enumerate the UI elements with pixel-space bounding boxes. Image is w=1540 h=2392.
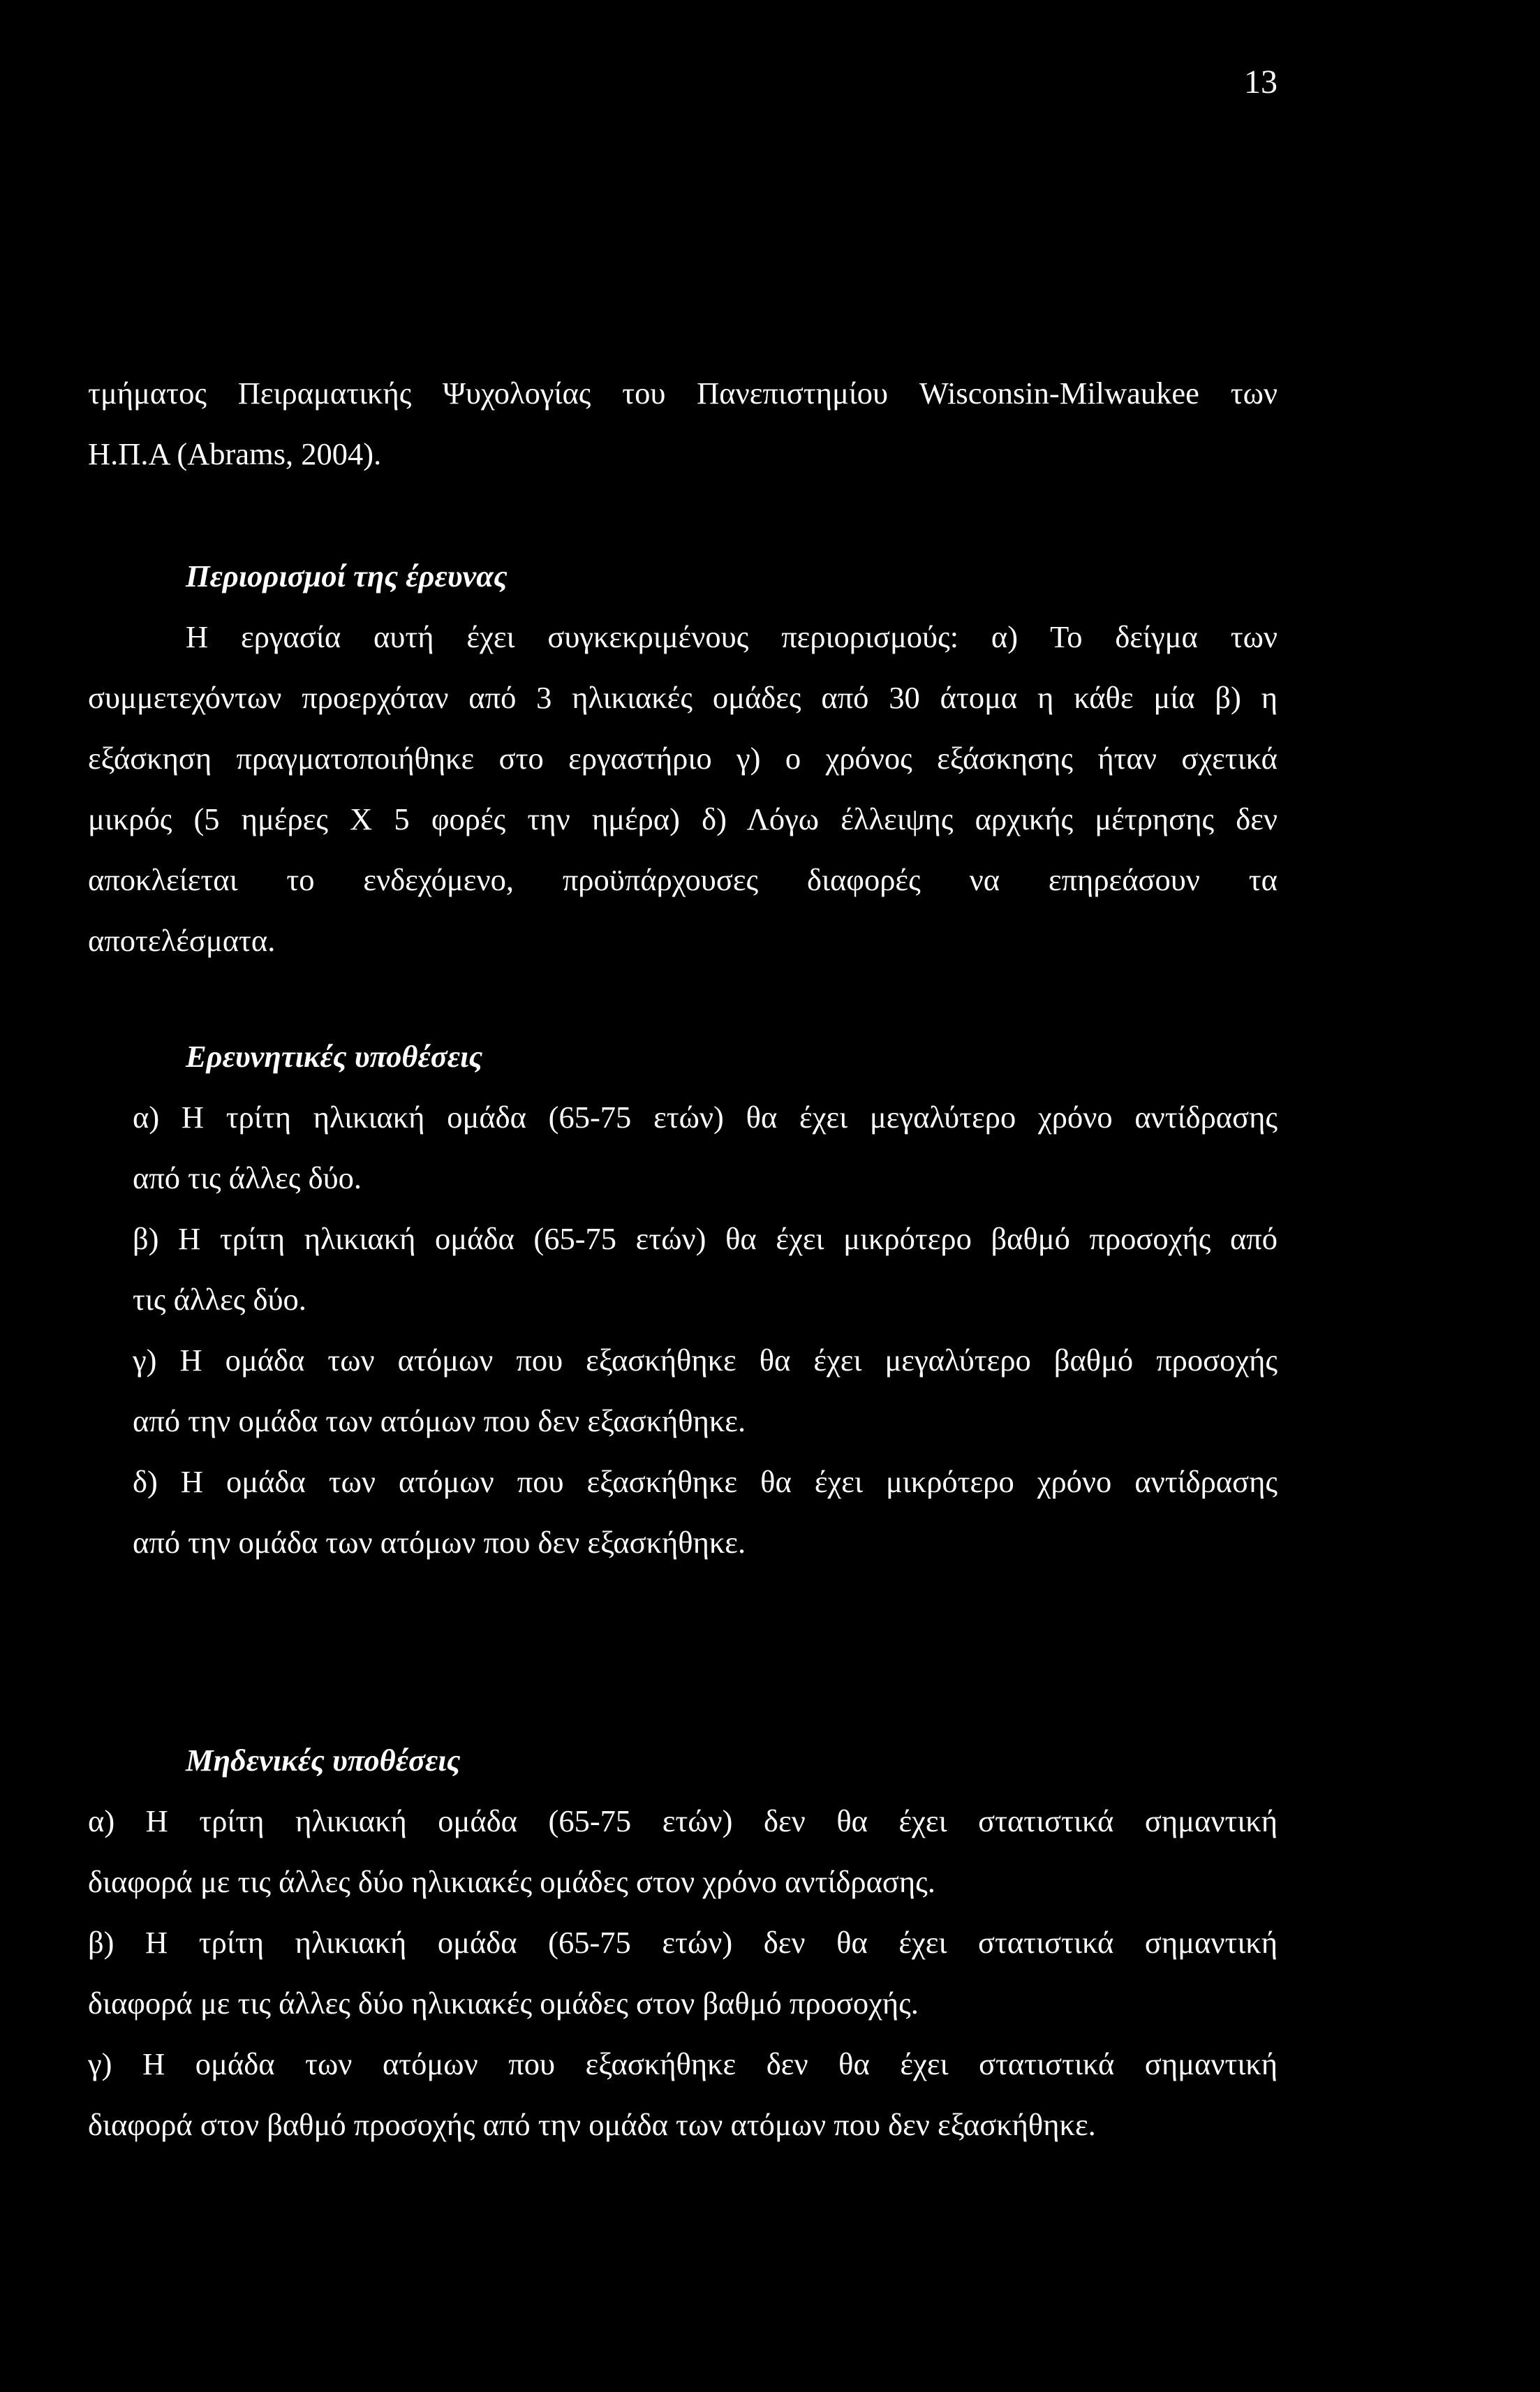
intro-line: τμήματος Πειραματικής Ψυχολογίας του Πανεπιστημίου Wisconsin-Milwaukee των xyxy=(88,376,1278,411)
research-hypothesis-d xyxy=(88,1452,1278,1573)
page-number: 13 xyxy=(1244,64,1278,101)
limitations-line: Η εργασία αυτή έχει συγκεκριμένους περιορισμούς: α) Το δείγμα των xyxy=(186,619,1278,654)
hypothesis-line: από την ομάδα των ατόμων που δεν εξασκήθηκε. xyxy=(133,1525,746,1560)
hypothesis-line: διαφορά με τις άλλες δύο ηλικιακές ομάδες στον χρόνο αντίδρασης. xyxy=(88,1864,935,1899)
null-hypotheses-heading: Μηδενικές υποθέσεις xyxy=(186,1743,461,1778)
research-hypothesis-a xyxy=(88,1087,1278,1209)
hypothesis-line: γ) Η ομάδα των ατόμων που εξασκήθηκε θα έχει μεγαλύτερο βαθμό προσοχής xyxy=(133,1343,1278,1378)
hypothesis-line: δ) Η ομάδα των ατόμων που εξασκήθηκε θα έχει μικρότερο χρόνο αντίδρασης xyxy=(133,1464,1278,1499)
hypothesis-line: α) Η τρίτη ηλικιακή ομάδα (65-75 ετών) θα έχει μεγαλύτερο χρόνο αντίδρασης xyxy=(133,1100,1278,1135)
research-hypothesis-c xyxy=(88,1330,1278,1452)
intro-line: Η.Π.Α (Abrams, 2004). xyxy=(88,436,382,471)
hypothesis-line: διαφορά με τις άλλες δύο ηλικιακές ομάδες στον βαθμό προσοχής. xyxy=(88,1986,919,2021)
hypothesis-line: τις άλλες δύο. xyxy=(133,1282,306,1317)
null-hypotheses-section xyxy=(88,1730,1278,2155)
null-hypothesis-a xyxy=(88,1791,1278,1912)
limitations-section xyxy=(88,546,1278,971)
null-hypothesis-c xyxy=(88,2034,1278,2155)
hypothesis-line: β) Η τρίτη ηλικιακή ομάδα (65-75 ετών) θα έχει μικρότερο βαθμό προσοχής από xyxy=(133,1221,1278,1256)
limitations-line: συμμετεχόντων προερχόταν από 3 ηλικιακές ομάδες από 30 άτομα η κάθε μία β) η xyxy=(88,680,1278,715)
hypothesis-line: από τις άλλες δύο. xyxy=(133,1160,362,1195)
research-hypothesis-b xyxy=(88,1209,1278,1330)
research-hypotheses-section xyxy=(88,1026,1278,1573)
limitations-line: αποκλείεται το ενδεχόμενο, προϋπάρχουσες διαφορές να επηρεάσουν τα xyxy=(88,862,1278,897)
hypothesis-line: διαφορά στον βαθμό προσοχής από την ομάδα των ατόμων που δεν εξασκήθηκε. xyxy=(88,2107,1096,2142)
hypothesis-line: γ) Η ομάδα των ατόμων που εξασκήθηκε δεν θα έχει στατιστικά σημαντική xyxy=(88,2046,1278,2081)
hypothesis-line: β) Η τρίτη ηλικιακή ομάδα (65-75 ετών) δεν θα έχει στατιστικά σημαντική xyxy=(88,1925,1278,1960)
limitations-line: αποτελέσματα. xyxy=(88,923,276,958)
limitations-line: εξάσκηση πραγματοποιήθηκε στο εργαστήριο γ) ο χρόνος εξάσκησης ήταν σχετικά xyxy=(88,741,1278,776)
hypothesis-line: από την ομάδα των ατόμων που δεν εξασκήθηκε. xyxy=(133,1403,746,1438)
intro-paragraph xyxy=(88,363,1278,485)
limitations-line: μικρός (5 ημέρες Χ 5 φορές την ημέρα) δ) Λόγω έλλειψης αρχικής μέτρησης δεν xyxy=(88,802,1278,836)
hypothesis-line: α) Η τρίτη ηλικιακή ομάδα (65-75 ετών) δεν θα έχει στατιστικά σημαντική xyxy=(88,1803,1278,1838)
limitations-heading: Περιορισμοί της έρευνας xyxy=(186,559,508,593)
null-hypothesis-b xyxy=(88,1912,1278,2034)
research-hypotheses-heading: Ερευνητικές υποθέσεις xyxy=(186,1039,483,1074)
